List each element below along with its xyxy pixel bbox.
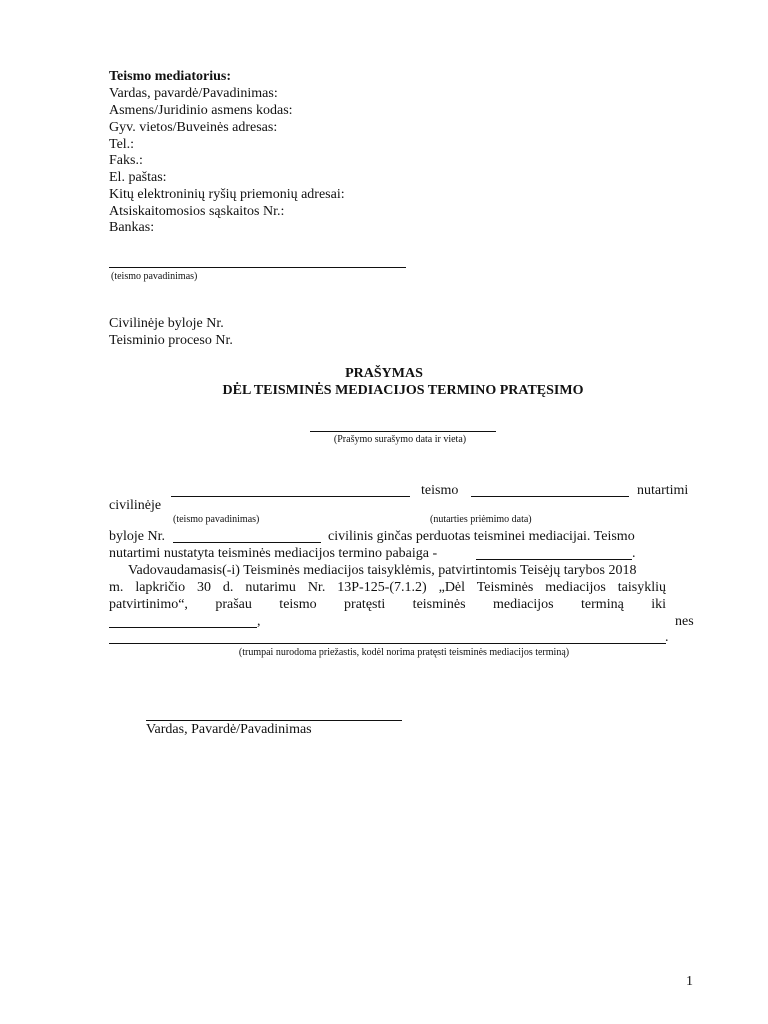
regulation-line-1: Vadovaudamasis(-i) Teisminės mediacijos taisyklėmis, patvirtintomis Teisėjų tarybos 2018 <box>128 563 637 578</box>
court-blank[interactable] <box>171 496 410 497</box>
regulation-line-2: m. lapkričio 30 d. nutarimu Nr. 13P-125-(7.1.2) „Dėl Teisminės mediacijos taisyklių <box>109 580 666 595</box>
decision-date-caption: (nutarties priėmimo data) <box>430 514 532 525</box>
extend-until-blank[interactable] <box>109 627 257 628</box>
word-nutartimi: nutartimi <box>637 483 689 498</box>
field-fax-label: Faks.: <box>109 153 143 168</box>
signature-label: Vardas, Pavardė/Pavadinimas <box>146 722 312 737</box>
comma: , <box>257 614 261 629</box>
word-nes: nes <box>675 614 694 629</box>
word-teismo: teismo <box>421 483 459 498</box>
field-email-label: El. paštas: <box>109 170 167 185</box>
term-end-blank[interactable] <box>476 559 632 560</box>
dispute-text: civilinis ginčas perduotas teisminei mediacijai. Teismo <box>328 529 635 544</box>
page-number: 1 <box>686 974 693 989</box>
reason-blank[interactable] <box>109 643 666 644</box>
court-name-caption: (teismo pavadinimas) <box>111 271 198 282</box>
case-number-label: byloje Nr. <box>109 529 165 544</box>
court-caption: (teismo pavadinimas) <box>173 514 260 525</box>
field-code-label: Asmens/Juridinio asmens kodas: <box>109 103 293 118</box>
document-title: PRAŠYMAS <box>345 366 423 381</box>
field-account-label: Atsiskaitomosios sąskaitos Nr.: <box>109 204 285 219</box>
field-electronic-label: Kitų elektroninių ryšių priemonių adresai: <box>109 187 345 202</box>
mediator-heading: Teismo mediatorius: <box>109 69 231 84</box>
court-name-blank[interactable] <box>109 267 406 268</box>
case-number-blank[interactable] <box>173 542 321 543</box>
field-phone-label: Tel.: <box>109 137 135 152</box>
regulation-line-3: patvirtinimo“, prašau teismo pratęsti teisminės mediacijos terminą iki <box>109 597 666 612</box>
date-place-blank[interactable] <box>310 431 496 432</box>
period-1: . <box>632 546 636 561</box>
decision-date-blank[interactable] <box>471 496 629 497</box>
process-number-label: Teisminio proceso Nr. <box>109 333 233 348</box>
date-place-caption: (Prašymo surašymo data ir vieta) <box>333 434 467 445</box>
document-subtitle: DĖL TEISMINĖS MEDIACIJOS TERMINO PRATĘSIMO <box>222 383 584 398</box>
word-civilineje: civilinėje <box>109 498 162 513</box>
signature-blank[interactable] <box>146 720 402 721</box>
civil-case-label: Civilinėje byloje Nr. <box>109 316 224 331</box>
field-address-label: Gyv. vietos/Buveinės adresas: <box>109 120 278 135</box>
field-bank-label: Bankas: <box>109 220 155 235</box>
term-end-text: nutartimi nustatyta teisminės mediacijos termino pabaiga - <box>109 546 438 561</box>
reason-caption: (trumpai nurodoma priežastis, kodėl norima pratęsti teisminės mediacijos terminą) <box>238 647 570 658</box>
field-name-label: Vardas, pavardė/Pavadinimas: <box>109 86 278 101</box>
period-2: . <box>665 630 669 645</box>
